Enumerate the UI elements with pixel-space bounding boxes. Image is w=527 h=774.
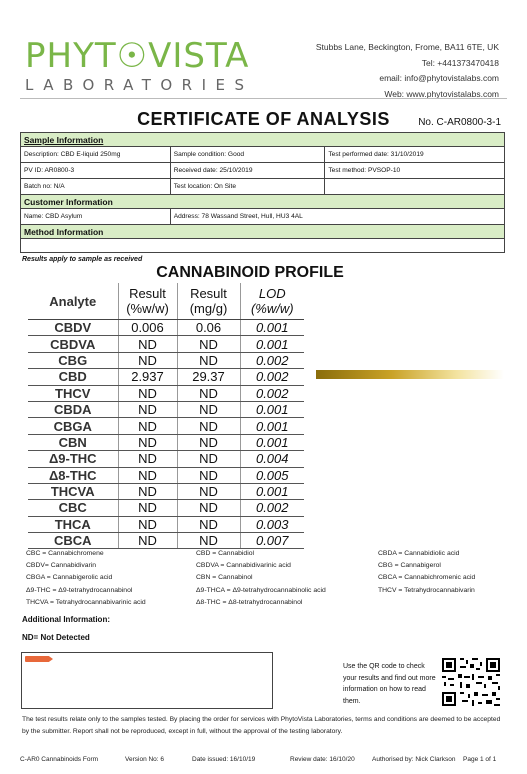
table-row <box>28 369 304 385</box>
analyte-header: Analyte <box>28 283 118 320</box>
lod-cell: 0.002 <box>240 385 304 401</box>
abbr-item: CBN = Cannabinol <box>196 574 253 582</box>
cannabinoid-profile-title: CANNABINOID PROFILE <box>156 264 344 281</box>
abbr-item: CBC = Cannabichromene <box>26 550 104 557</box>
analyte-cell: Δ8-THC <box>28 467 118 483</box>
analyte-cell: CBN <box>28 434 118 450</box>
analyte-cell: THCA <box>28 516 118 532</box>
footer-form: C-AR0 Cannabinoids Form <box>20 756 99 763</box>
result-mg-cell: ND <box>177 352 240 368</box>
lab-address-block <box>316 40 499 102</box>
result-pct-cell: ND <box>118 533 177 549</box>
result-pct-cell: ND <box>118 336 177 352</box>
review-stamp-icon <box>25 656 53 662</box>
lod-cell: 0.001 <box>240 320 304 336</box>
lod-cell: 0.001 <box>240 336 304 352</box>
abbr-item: Δ8-THC = Δ8-tetrahydrocannabinol <box>196 598 303 606</box>
abbreviations-col-3 <box>378 548 475 597</box>
table-row <box>28 401 304 417</box>
empty-cell <box>325 179 505 195</box>
analyte-cell: CBC <box>28 500 118 516</box>
table-row <box>28 516 304 532</box>
abbr-item: CBGA = Cannabigerolic acid <box>26 574 113 582</box>
lod-cell: 0.002 <box>240 500 304 516</box>
test-location: Test location: On Site <box>170 179 325 195</box>
analyte-cell: CBD <box>28 369 118 385</box>
table-row <box>28 320 304 336</box>
result-pct-header: Result (%w/w) <box>118 283 177 320</box>
table-row <box>28 500 304 516</box>
result-mg-cell: ND <box>177 418 240 434</box>
footer-version: Version No: 6 <box>125 756 165 763</box>
qr-code-icon[interactable] <box>440 656 502 708</box>
result-pct-cell: ND <box>118 467 177 483</box>
test-method: Test method: PVSOP-10 <box>325 163 505 179</box>
result-mg-cell: ND <box>177 533 240 549</box>
abbreviations-col-2 <box>196 548 326 609</box>
result-mg-cell: 29.37 <box>177 369 240 385</box>
lod-cell: 0.003 <box>240 516 304 532</box>
cannabinoid-table <box>28 283 304 549</box>
lod-cell: 0.001 <box>240 401 304 417</box>
result-pct-cell: ND <box>118 385 177 401</box>
analyte-cell: CBCA <box>28 533 118 549</box>
abbr-item: CBDV= Cannabidivarin <box>26 562 97 570</box>
table-header-row <box>28 283 304 320</box>
result-pct-cell: ND <box>118 516 177 532</box>
table-row <box>28 336 304 352</box>
decorative-gold-bar <box>316 370 504 379</box>
analyte-cell: CBDVA <box>28 336 118 352</box>
nd-definition: ND= Not Detected <box>22 633 90 642</box>
footer-issued: Date issued: 16/10/19 <box>192 756 256 763</box>
analyte-cell: CBDA <box>28 401 118 417</box>
lab-address: Stubbs Lane, Beckington, Frome, BA11 6TE, UK <box>315 42 499 52</box>
sample-info-table <box>20 132 505 253</box>
result-pct-cell: ND <box>118 500 177 516</box>
lod-cell: 0.002 <box>240 352 304 368</box>
lod-cell: 0.001 <box>240 483 304 499</box>
pv-id: PV ID: AR0800-3 <box>21 163 171 179</box>
certificate-number: No. C-AR0800-3-1 <box>418 117 501 128</box>
lod-cell: 0.001 <box>240 434 304 450</box>
result-mg-cell: ND <box>177 500 240 516</box>
abbr-item: CBG = Cannabigerol <box>378 562 441 570</box>
lod-header: LOD (%w/w) <box>240 283 304 320</box>
customer-address: Address: 78 Wassand Street, Hull, HU3 4AL <box>170 209 504 225</box>
table-row <box>28 418 304 434</box>
analyte-cell: CBG <box>28 352 118 368</box>
table-row <box>28 352 304 368</box>
analyte-cell: CBDV <box>28 320 118 336</box>
lod-cell: 0.004 <box>240 451 304 467</box>
result-pct-cell: ND <box>118 352 177 368</box>
stamp-box <box>21 652 273 709</box>
result-pct-cell: 0.006 <box>118 320 177 336</box>
table-row <box>28 385 304 401</box>
result-pct-cell: ND <box>118 483 177 499</box>
disclaimer-text: The test results relate only to the samples tested. By placing the order for services with PhytoVista Laboratories, terms and conditions are deemed to be accepted by the submitter. Report shall not be reproduced, except in full, without the approval of the testing laboratory. <box>22 716 501 735</box>
analyte-cell: Δ9-THC <box>28 451 118 467</box>
logo-subtitle: LABORATORIES <box>25 76 254 94</box>
analyte-cell: CBGA <box>28 418 118 434</box>
result-mg-cell: ND <box>177 401 240 417</box>
abbr-item: CBD = Cannabidiol <box>196 550 254 557</box>
lab-website[interactable]: Web: www.phytovistalabs.com <box>384 88 499 99</box>
abbr-item: CBCA = Cannabichromenic acid <box>378 574 476 582</box>
customer-name: Name: CBD Asylum <box>21 209 171 225</box>
abbr-item: Δ9-THCA = Δ9-tetrahydrocannabinolic acid <box>196 586 326 594</box>
table-row <box>28 467 304 483</box>
result-mg-header: Result (mg/g) <box>177 283 240 320</box>
result-pct-cell: ND <box>118 434 177 450</box>
result-mg-cell: ND <box>177 434 240 450</box>
result-pct-cell: 2.937 <box>118 369 177 385</box>
abbr-item: THCVA = Tetrahydrocannabivarinic acid <box>26 598 146 606</box>
table-row <box>28 483 304 499</box>
qr-instructions: Use the QR code to check your results and find out more information on how to read them. <box>343 663 436 705</box>
lab-email[interactable]: email: info@phytovistalabs.com <box>379 73 499 83</box>
table-row <box>28 434 304 450</box>
sample-description: Description: CBD E-liquid 250mg <box>21 147 171 163</box>
result-mg-cell: ND <box>177 467 240 483</box>
result-mg-cell: 0.06 <box>177 320 240 336</box>
result-mg-cell: ND <box>177 336 240 352</box>
abbreviations-col-1 <box>26 548 146 609</box>
batch-number: Batch no: N/A <box>21 179 171 195</box>
result-pct-cell: ND <box>118 418 177 434</box>
lod-cell: 0.005 <box>240 467 304 483</box>
lab-phone: Tel: +441373470418 <box>421 57 499 68</box>
sample-condition: Sample condition: Good <box>170 147 325 163</box>
footer-page: Page 1 of 1 <box>463 756 497 763</box>
customer-info-heading: Customer Information <box>21 195 505 209</box>
received-date: Received date: 25/10/2019 <box>170 163 325 179</box>
analyte-cell: THCVA <box>28 483 118 499</box>
lod-cell: 0.007 <box>240 533 304 549</box>
test-performed-date: Test performed date: 31/10/2019 <box>325 147 505 163</box>
additional-info-heading: Additional Information: <box>22 615 110 624</box>
footer-review: Review date: 16/10/20 <box>290 756 355 763</box>
document-title: CERTIFICATE OF ANALYSIS <box>137 109 390 129</box>
abbr-item: THCV = Tetrahydrocannabivarin <box>378 586 475 594</box>
table-row <box>28 533 304 549</box>
result-mg-cell: ND <box>177 483 240 499</box>
analyte-cell: THCV <box>28 385 118 401</box>
result-pct-cell: ND <box>118 451 177 467</box>
company-logo <box>25 38 254 94</box>
lod-cell: 0.002 <box>240 369 304 385</box>
result-pct-cell: ND <box>118 401 177 417</box>
abbr-item: CBDVA = Cannabidivarinic acid <box>196 562 291 570</box>
header-divider <box>20 98 507 99</box>
result-mg-cell: ND <box>177 451 240 467</box>
footer-authorised: Authorised by: Nick Clarkson <box>372 756 456 763</box>
document-footer <box>20 756 510 763</box>
result-mg-cell: ND <box>177 385 240 401</box>
logo-wordmark: PHYT☉VISTA <box>25 36 250 76</box>
method-info-body <box>21 239 505 253</box>
method-info-heading: Method Information <box>21 225 505 239</box>
results-note: Results apply to sample as received <box>22 256 143 263</box>
result-mg-cell: ND <box>177 516 240 532</box>
table-row <box>28 451 304 467</box>
sample-info-heading: Sample Information <box>21 133 505 147</box>
abbr-item: Δ9-THC = Δ9-tetrahydrocannabinol <box>26 586 133 594</box>
lod-cell: 0.001 <box>240 418 304 434</box>
abbr-item: CBDA = Cannabidiolic acid <box>378 550 460 557</box>
